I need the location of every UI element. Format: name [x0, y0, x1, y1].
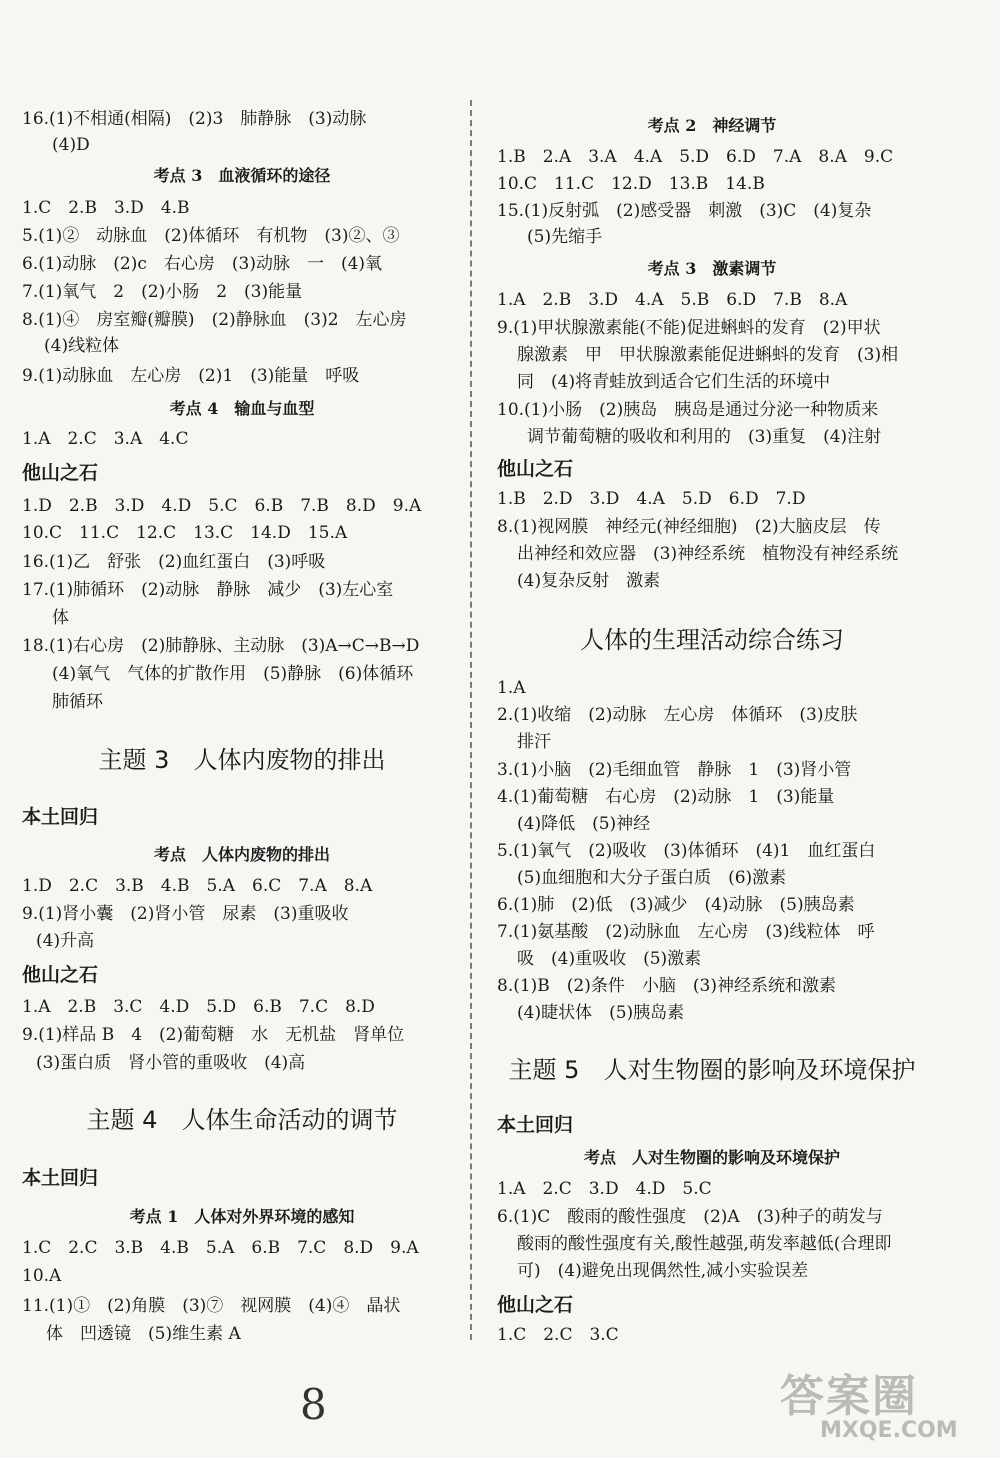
- page-number: 8: [300, 1380, 327, 1429]
- answer-line: (4)复杂反射 激素: [517, 571, 661, 591]
- answer-line: 排汗: [517, 732, 551, 752]
- answer-line: 1.A 2.B 3.C 4.D 5.D 6.B 7.C 8.D: [22, 997, 375, 1017]
- answer-line: 吸 (4)重吸收 (5)激素: [517, 949, 702, 969]
- answer-line: (3)蛋白质 肾小管的重吸收 (4)高: [36, 1053, 306, 1073]
- section-heading: 他山之石: [497, 458, 574, 480]
- answer-line: 5.(1)② 动脉血 (2)体循环 有机物 (3)②、③: [22, 226, 400, 246]
- topic-title: 主题 5 人对生物圈的影响及环境保护: [508, 1056, 916, 1084]
- answer-line: 1.C 2.B 3.D 4.B: [22, 198, 190, 218]
- answer-line: 17.(1)肺循环 (2)动脉 静脉 减少 (3)左心室: [22, 580, 394, 600]
- answer-line: 出神经和效应器 (3)神经系统 植物没有神经系统: [517, 544, 899, 564]
- answer-line: 7.(1)氨基酸 (2)动脉血 左心房 (3)线粒体 呼: [497, 922, 875, 942]
- answer-line: 8.(1)B (2)条件 小脑 (3)神经系统和激素: [497, 976, 836, 996]
- answer-line: 1.A 2.C 3.D 4.D 5.C: [497, 1179, 712, 1199]
- answer-line: 1.A: [497, 678, 526, 698]
- answer-line: 16.(1)乙 舒张 (2)血红蛋白 (3)呼吸: [22, 552, 326, 572]
- answer-line: 同 (4)将青蛙放到适合它们生活的环境中: [517, 372, 831, 392]
- section-heading: 本土回归: [22, 806, 99, 828]
- section-subtitle: 考点 人体内废物的排出: [153, 845, 330, 864]
- topic-title: 人体的生理活动综合练习: [580, 626, 844, 654]
- answer-line: 10.(1)小肠 (2)胰岛 胰岛是通过分泌一种物质来: [497, 400, 879, 420]
- answer-line: 11.(1)① (2)角膜 (3)⑦ 视网膜 (4)④ 晶状: [22, 1296, 401, 1316]
- topic-title: 主题 3 人体内废物的排出: [98, 746, 386, 774]
- answer-line: 9.(1)肾小囊 (2)肾小管 尿素 (3)重吸收: [22, 904, 349, 924]
- answer-line: 10.C 11.C 12.C 13.C 14.D 15.A: [22, 523, 348, 543]
- section-subtitle: 考点 人对生物圈的影响及环境保护: [583, 1148, 840, 1167]
- answer-line: 1.C 2.C 3.B 4.B 5.A 6.B 7.C 8.D 9.A: [22, 1238, 419, 1258]
- answer-line: 1.C 2.C 3.C: [497, 1325, 619, 1345]
- answer-line: 可) (4)避免出现偶然性,减小实验误差: [517, 1261, 809, 1281]
- answer-line: 5.(1)氧气 (2)吸收 (3)体循环 (4)1 血红蛋白: [497, 841, 876, 861]
- section-subtitle: 考点 1 人体对外界环境的感知: [129, 1207, 355, 1226]
- watermark-url: MXQE.COM: [820, 1418, 958, 1443]
- section-heading: 他山之石: [497, 1294, 574, 1316]
- answer-line: 酸雨的酸性强度有关,酸性越强,萌发率越低(合理即: [517, 1234, 892, 1254]
- section-subtitle: 考点 3 血液循环的途径: [153, 166, 331, 185]
- answer-line: 体: [52, 608, 69, 628]
- answer-line: 1.D 2.B 3.D 4.D 5.C 6.B 7.B 8.D 9.A: [22, 496, 422, 516]
- answer-line: 1.A 2.B 3.D 4.A 5.B 6.D 7.B 8.A: [497, 290, 848, 310]
- answer-line: 1.B 2.A 3.A 4.A 5.D 6.D 7.A 8.A 9.C: [497, 147, 894, 167]
- answer-line: 7.(1)氧气 2 (2)小肠 2 (3)能量: [22, 282, 303, 302]
- answer-line: 6.(1)肺 (2)低 (3)减少 (4)动脉 (5)胰岛素: [497, 895, 855, 915]
- answer-line: (4)降低 (5)神经: [517, 814, 651, 834]
- answer-line: 8.(1)④ 房室瓣(瓣膜) (2)静脉血 (3)2 左心房: [22, 310, 407, 330]
- answer-line: 10.C 11.C 12.D 13.B 14.B: [497, 174, 765, 194]
- section-subtitle: 考点 4 输血与血型: [169, 399, 315, 418]
- answer-line: 16.(1)不相通(相隔) (2)3 肺静脉 (3)动脉: [22, 109, 367, 129]
- answer-line: (4)D: [52, 135, 90, 155]
- answer-line: 肺循环: [52, 692, 103, 712]
- answer-line: 2.(1)收缩 (2)动脉 左心房 体循环 (3)皮肤: [497, 705, 858, 725]
- section-heading: 他山之石: [22, 964, 99, 986]
- answer-line: 3.(1)小脑 (2)毛细血管 静脉 1 (3)肾小管: [497, 760, 852, 780]
- answer-line: 1.A 2.C 3.A 4.C: [22, 429, 189, 449]
- answer-line: 18.(1)右心房 (2)肺静脉、主动脉 (3)A→C→B→D: [22, 636, 420, 656]
- section-heading: 他山之石: [22, 462, 99, 484]
- answer-line: 4.(1)葡萄糖 右心房 (2)动脉 1 (3)能量: [497, 787, 835, 807]
- topic-title: 主题 4 人体生命活动的调节: [86, 1106, 398, 1134]
- answer-line: (4)升高: [36, 931, 95, 951]
- answer-line: 9.(1)甲状腺激素能(不能)促进蝌蚪的发育 (2)甲状: [497, 318, 881, 338]
- watermark-logo: [780, 1360, 990, 1450]
- answer-line: 9.(1)样品 B 4 (2)葡萄糖 水 无机盐 肾单位: [22, 1025, 405, 1045]
- answer-line: 8.(1)视网膜 神经元(神经细胞) (2)大脑皮层 传: [497, 517, 881, 537]
- answer-line: 体 凹透镜 (5)维生素 A: [46, 1324, 241, 1344]
- answer-line: (4)线粒体: [44, 336, 120, 356]
- answer-line: 15.(1)反射弧 (2)感受器 刺激 (3)C (4)复杂: [497, 201, 872, 221]
- answer-line: 1.D 2.C 3.B 4.B 5.A 6.C 7.A 8.A: [22, 876, 373, 896]
- watermark-text: 答案圈: [780, 1371, 918, 1422]
- answer-line: 9.(1)动脉血 左心房 (2)1 (3)能量 呼吸: [22, 366, 360, 386]
- answer-line: 6.(1)动脉 (2)c 右心房 (3)动脉 一 (4)氧: [22, 254, 383, 274]
- answer-line: 1.B 2.D 3.D 4.A 5.D 6.D 7.D: [497, 489, 806, 509]
- answer-line: (5)血细胞和大分子蛋白质 (6)激素: [517, 868, 787, 888]
- section-subtitle: 考点 3 激素调节: [647, 259, 777, 278]
- answer-line: 10.A: [22, 1266, 62, 1286]
- section-subtitle: 考点 2 神经调节: [647, 116, 777, 135]
- answer-line: 6.(1)C 酸雨的酸性强度 (2)A (3)种子的萌发与: [497, 1207, 883, 1227]
- answer-line: (4)氧气 气体的扩散作用 (5)静脉 (6)体循环: [52, 664, 414, 684]
- answer-line: 腺激素 甲 甲状腺激素能促进蝌蚪的发育 (3)相: [517, 345, 899, 365]
- answer-line: 调节葡萄糖的吸收和利用的 (3)重复 (4)注射: [527, 427, 882, 447]
- column-divider: [470, 100, 472, 1340]
- section-heading: 本土回归: [497, 1114, 574, 1136]
- answer-line: (5)先缩手: [527, 227, 603, 247]
- answer-line: (4)睫状体 (5)胰岛素: [517, 1003, 685, 1023]
- section-heading: 本土回归: [22, 1167, 99, 1189]
